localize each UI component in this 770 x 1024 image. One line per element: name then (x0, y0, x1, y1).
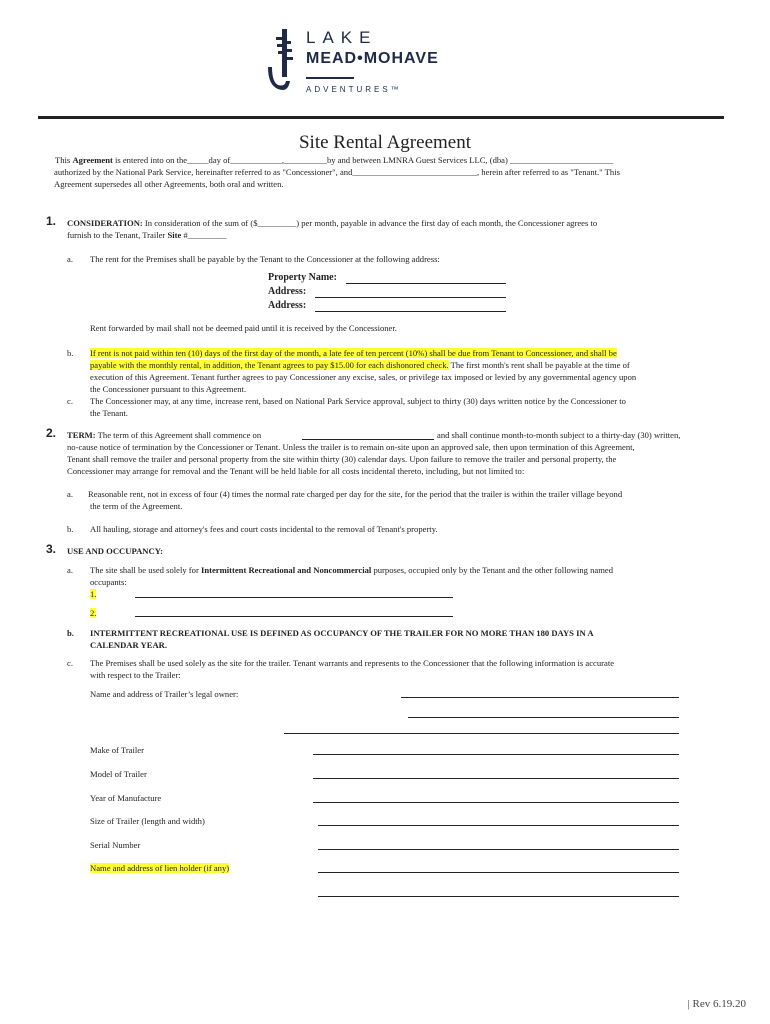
address-label-2: Address: (268, 300, 307, 311)
property-name-label: Property Name: (268, 272, 337, 283)
use-purpose: Intermittent Recreational and Noncommercial (200, 565, 372, 575)
intro-text: is entered into on the_____day of____________,__________by and between LMNRA Guest Services LLC, (dba) ________________________ (112, 155, 614, 165)
use-text-rest: purposes, occupied only by the Tenant and the other following named (371, 565, 614, 575)
occupant-1-number: 1. (90, 589, 97, 599)
item-1b-line-2 (90, 360, 630, 371)
consideration-text: In consideration of the sum of ($_________) per month, payable in advance the first day of each month, the Concessioner agrees to (142, 218, 598, 228)
revision-footer: | Rev 6.19.20 (687, 998, 746, 1010)
logo-line-adventures: ADVENTURES™ (306, 85, 402, 94)
header-rule (38, 116, 724, 119)
lien-holder-field-1[interactable] (318, 872, 679, 873)
calendar-year: CALENDAR YEAR. (90, 640, 168, 650)
make-field[interactable] (313, 754, 679, 755)
item-1a-label: a. (67, 254, 73, 264)
intro-line-2: authorized by the National Park Service, hereinafter referred to as "Concessioner", and_____________________________, herein after referred to as "Tenant." This (54, 167, 620, 177)
property-name-field[interactable] (346, 283, 506, 284)
logo-divider (306, 77, 354, 79)
document-title: Site Rental Agreement (298, 132, 471, 153)
item-3b-line-2 (90, 640, 167, 651)
occupant-2-number: 2. (90, 608, 97, 618)
legal-owner-label: Name and address of Trailer’s legal owner: (90, 689, 239, 699)
late-fee-highlight: If rent is not paid within ten (10) days of the first day of the month, a late fee of ten percent (10%) shall be due from Tenant to Concessioner, and shall be (90, 348, 617, 358)
serial-field[interactable] (318, 849, 679, 850)
item-1b-line-4: the Concessioner pursuant to this Agreement. (90, 384, 247, 394)
address-label-1: Address: (268, 286, 307, 297)
item-3c-line-1: The Premises shall be used solely as the site for the trailer. Tenant warrants and represents to the Concessioner that the following information is accurate (90, 658, 615, 668)
occupant-1-field[interactable] (135, 597, 453, 598)
item-1c-line-1: The Concessioner may, at any time, increase rent, based on National Park Service approval, subject to thirty (30) days written notice by the Concessioner to (90, 396, 626, 406)
term-line-4: Concessioner may arrange for removal and the Tenant will be held liable for all costs incidental thereto, including, but not limited to: (67, 466, 525, 476)
section-2-number: 2. (46, 426, 57, 440)
item-3a-line-1 (90, 565, 613, 576)
item-2b-label: b. (67, 524, 74, 534)
term-line-1c: and shall continue month-to-month subject to a thirty-day (30) written, (437, 430, 681, 440)
use-text: The site shall be used solely for (90, 565, 201, 575)
legal-owner-field-2[interactable] (408, 717, 679, 718)
make-label: Make of Trailer (90, 745, 144, 755)
company-logo-icon (264, 27, 298, 97)
term-line-3: Tenant shall remove the trailer and personal property from the site within thirty (30) calendar days. Upon failure to remove the trailer and personal property, the (67, 454, 617, 464)
lien-holder-field-2[interactable] (318, 896, 679, 897)
size-field[interactable] (318, 825, 679, 826)
item-2a-line-2: the term of the Agreement. (90, 501, 183, 511)
item-1b-line-1 (90, 348, 617, 359)
logo-line-lake: LAKE (306, 28, 378, 47)
section-3-number: 3. (46, 542, 57, 556)
intro-line-3: Agreement supersedes all other Agreements, both oral and written. (54, 179, 284, 189)
intro-line-1 (55, 155, 613, 166)
lien-holder-text: Name and address of lien holder (if any) (90, 863, 230, 873)
size-label: Size of Trailer (length and width) (90, 816, 205, 826)
term-heading: TERM: (67, 430, 96, 440)
term-text: The term of this Agreement shall commence on (95, 430, 262, 440)
item-2a-label: a. (67, 489, 73, 499)
intermittent-definition: INTERMITTENT RECREATIONAL USE IS DEFINED AS OCCUPANCY OF THE TRAILER FOR NO MORE THAN 180 DAYS IN A (90, 628, 594, 638)
term-line-2: no-cause notice of termination by the Concessioner or Tenant. Unless the trailer is to remain on-site upon an approved sale, then upon termination of this Agreement, (67, 442, 635, 452)
section-1-line-1 (67, 218, 597, 229)
address-field-2[interactable] (315, 311, 506, 312)
model-field[interactable] (313, 778, 679, 779)
lien-holder-label (90, 863, 229, 874)
intro-agreement-word: Agreement (72, 155, 113, 165)
consideration-heading: CONSIDERATION: (67, 218, 143, 228)
intro-text: This (55, 155, 73, 165)
rent-forwarded-text: Rent forwarded by mail shall not be deemed paid until it is received by the Concessioner. (90, 323, 397, 333)
occupant-2-label (90, 608, 96, 619)
item-3b-letter: b. (67, 628, 74, 638)
item-1b-label: b. (67, 348, 74, 358)
item-3c-label: c. (67, 658, 73, 668)
occupant-2-field[interactable] (135, 616, 453, 617)
year-label: Year of Manufacture (90, 793, 162, 803)
legal-owner-field-1[interactable] (401, 697, 679, 698)
address-field-1[interactable] (315, 297, 506, 298)
serial-label: Serial Number (90, 840, 141, 850)
site-text: furnish to the Tenant, Trailer (67, 230, 168, 240)
item-1c-line-2: the Tenant. (90, 408, 128, 418)
item-3b-line-1 (90, 628, 594, 639)
year-field[interactable] (313, 802, 679, 803)
section-1-number: 1. (46, 214, 57, 228)
logo-line-mead-mohave: MEAD•MOHAVE (306, 50, 439, 67)
item-3a-label: a. (67, 565, 73, 575)
use-occupancy-heading (67, 546, 163, 557)
term-start-date-field[interactable] (302, 439, 434, 440)
item-3c-line-2: with respect to the Trailer: (90, 670, 181, 680)
site-word: Site (167, 230, 182, 240)
model-label: Model of Trailer (90, 769, 147, 779)
term-line-1a (67, 430, 261, 441)
item-1a-text: The rent for the Premises shall be payable by the Tenant to the Concessioner at the following address: (90, 254, 440, 264)
item-3a-line-2: occupants: (90, 577, 127, 587)
item-2b-text: All hauling, storage and attorney's fees and court costs incidental to the removal of Tenant's property. (90, 524, 438, 534)
section-1-line-2 (67, 230, 226, 241)
occupant-1-label (90, 589, 96, 600)
item-1c-label: c. (67, 396, 73, 406)
item-2a-line-1: Reasonable rent, not in excess of four (4) times the normal rate charged per day for the site, for the period that the trailer is within the trailer village beyond (88, 489, 623, 499)
first-month-text: The first month's rent shall be payable at the time of (448, 360, 630, 370)
item-3b-label (67, 628, 74, 639)
item-1b-line-3: execution of this Agreement. Tenant further agrees to pay Concessioner any excise, sales, or privilege tax imposed or levied by any governmental agency upon (90, 372, 637, 382)
use-occupancy-title: USE AND OCCUPANCY: (67, 546, 163, 556)
dishonored-check-highlight: payable with the monthly rental, in addition, the Tenant agrees to pay $15.00 for each dishonored check. (90, 360, 449, 370)
legal-owner-field-3[interactable] (284, 733, 679, 734)
site-blank: #_________ (181, 230, 227, 240)
